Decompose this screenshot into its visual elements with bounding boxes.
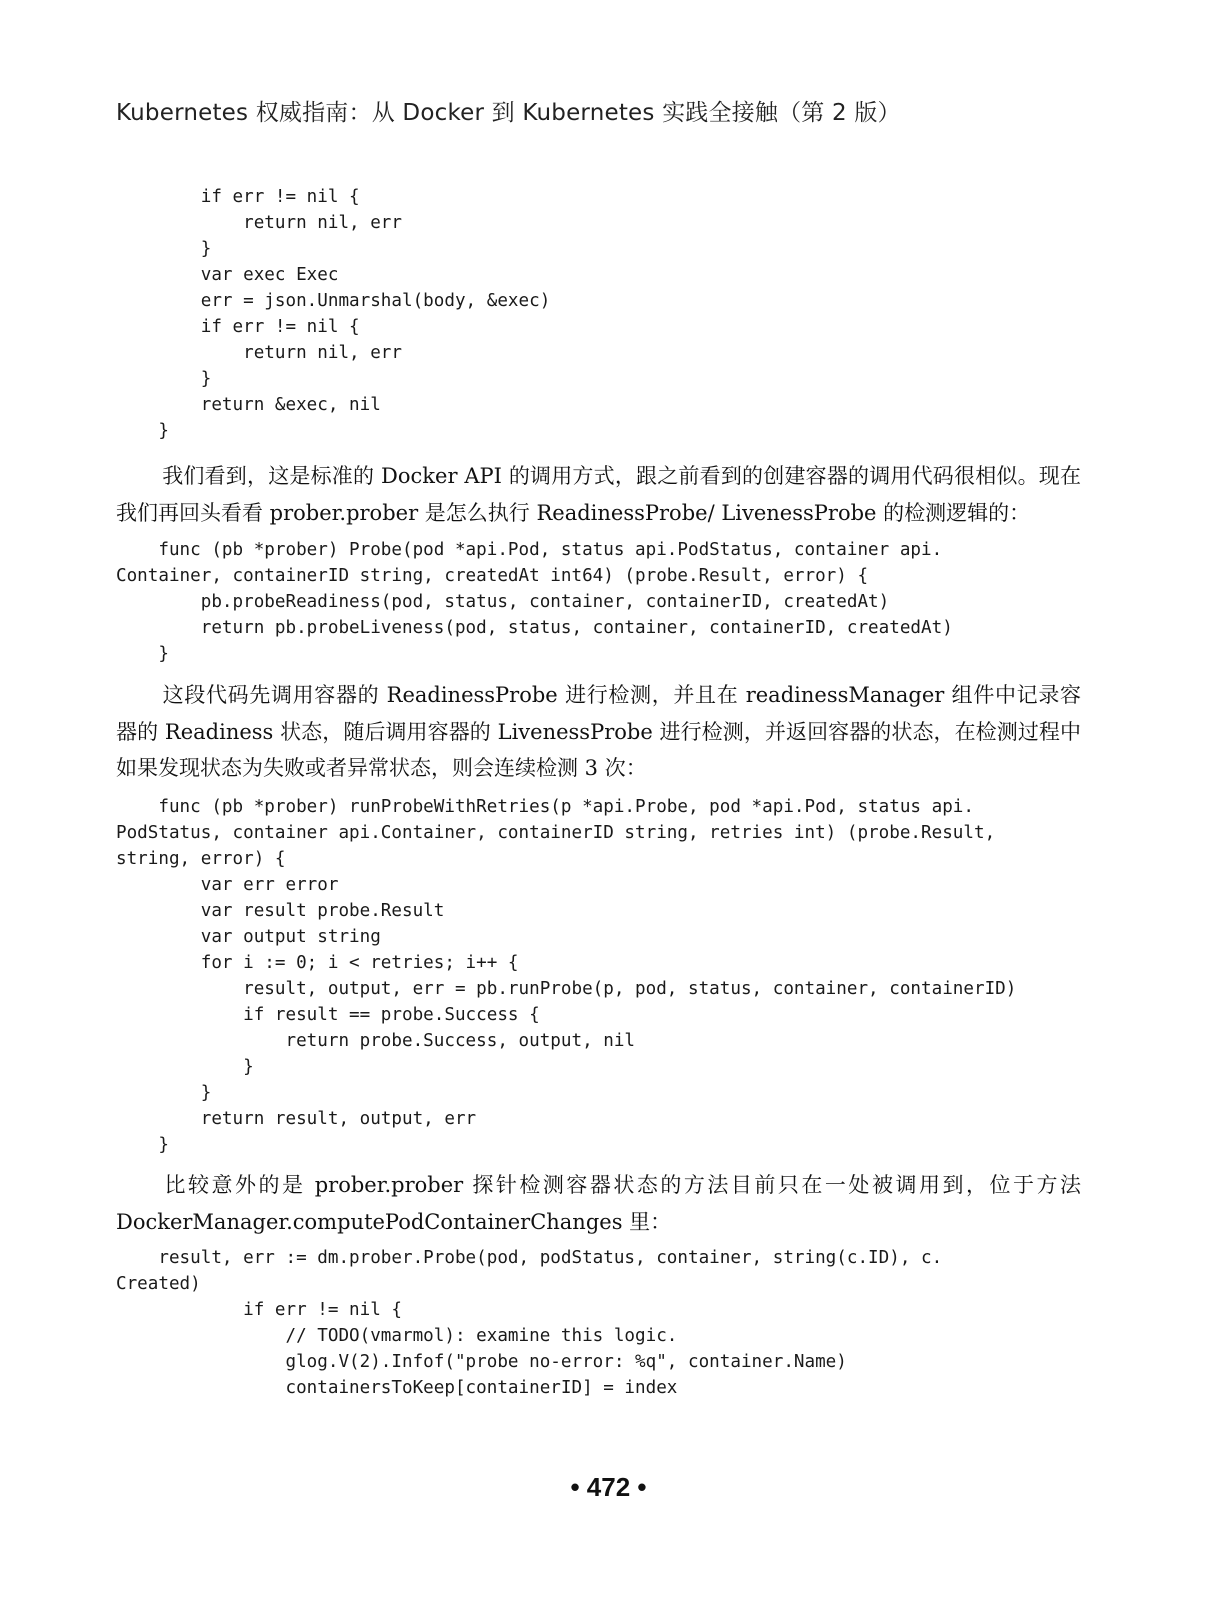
paragraph-text: 这段代码先调用容器的 ReadinessProbe 进行检测，并且在 readinessManager 组件中记录容器的 Readiness 状态，随后调用容器的 LivenessProbe 进行检测，并返回容器的状态，在检测过程中如果发现状态为失败或者异常状态，则会连续检测 3 次：: [116, 683, 1081, 780]
code-line: return pb.probeLiveness(pod, status, container, containerID, createdAt): [116, 618, 953, 638]
code-line: func (pb *prober) runProbeWithRetries(p *api.Probe, pod *api.Pod, status api.: [116, 797, 974, 817]
code-line: return probe.Success, output, nil: [116, 1031, 636, 1051]
page-number: • 472 •: [570, 1472, 647, 1502]
code-line: Container, containerID string, createdAt int64) (probe.Result, error) {: [116, 566, 869, 586]
code-line: containersToKeep[containerID] = index: [116, 1378, 678, 1398]
paragraph-compute-pod-container-changes: [116, 1167, 1081, 1240]
paragraph-text: 比较意外的是 prober.prober 探针检测容器状态的方法目前只在一处被调用到，位于方法 DockerManager.computePodContainerChanges 里：: [116, 1173, 1081, 1234]
code-line: if err != nil {: [116, 317, 360, 337]
code-line: err = json.Unmarshal(body, &exec): [116, 291, 551, 311]
code-line: var exec Exec: [116, 265, 339, 285]
code-line: PodStatus, container api.Container, containerID string, retries int) (probe.Result,: [116, 823, 996, 843]
running-header: Kubernetes 权威指南：从 Docker 到 Kubernetes 实践全接触（第 2 版）: [116, 100, 901, 126]
code-block-probe-func: [116, 537, 953, 667]
paragraph-text: 我们看到，这是标准的 Docker API 的调用方式，跟之前看到的创建容器的调用代码很相似。现在我们再回头看看 prober.prober 是怎么执行 ReadinessProbe/ LivenessProbe 的检测逻辑的：: [116, 464, 1081, 525]
code-line: glog.V(2).Infof("probe no-error: %q", container.Name): [116, 1352, 847, 1372]
paragraph-docker-api: [116, 458, 1081, 531]
code-block-dm-prober-call: [116, 1245, 942, 1401]
code-line: // TODO(vmarmol): examine this logic.: [116, 1326, 678, 1346]
code-line: return result, output, err: [116, 1109, 477, 1129]
code-line: var output string: [116, 927, 381, 947]
code-line: }: [116, 369, 212, 389]
code-line: if err != nil {: [116, 187, 360, 207]
code-block-exec-unmarshal: [116, 184, 550, 444]
code-line: var result probe.Result: [116, 901, 445, 921]
code-line: return nil, err: [116, 343, 402, 363]
code-block-run-probe-with-retries: [116, 794, 1016, 1158]
code-line: }: [116, 1083, 212, 1103]
code-line: if err != nil {: [116, 1300, 402, 1320]
code-line: }: [116, 1135, 169, 1155]
code-line: return nil, err: [116, 213, 402, 233]
code-line: }: [116, 644, 169, 664]
code-line: for i := 0; i < retries; i++ {: [116, 953, 519, 973]
code-line: pb.probeReadiness(pod, status, container, containerID, createdAt): [116, 592, 890, 612]
code-line: result, output, err = pb.runProbe(p, pod, status, container, containerID): [116, 979, 1017, 999]
code-line: }: [116, 239, 212, 259]
paragraph-readiness-liveness: [116, 677, 1081, 787]
code-line: if result == probe.Success {: [116, 1005, 540, 1025]
code-line: string, error) {: [116, 849, 286, 869]
code-line: var err error: [116, 875, 339, 895]
code-line: Created): [116, 1274, 201, 1294]
code-line: result, err := dm.prober.Probe(pod, podStatus, container, string(c.ID), c.: [116, 1248, 943, 1268]
code-line: return &exec, nil: [116, 395, 381, 415]
code-line: func (pb *prober) Probe(pod *api.Pod, status api.PodStatus, container api.: [116, 540, 943, 560]
code-line: }: [116, 421, 169, 441]
code-line: }: [116, 1057, 254, 1077]
